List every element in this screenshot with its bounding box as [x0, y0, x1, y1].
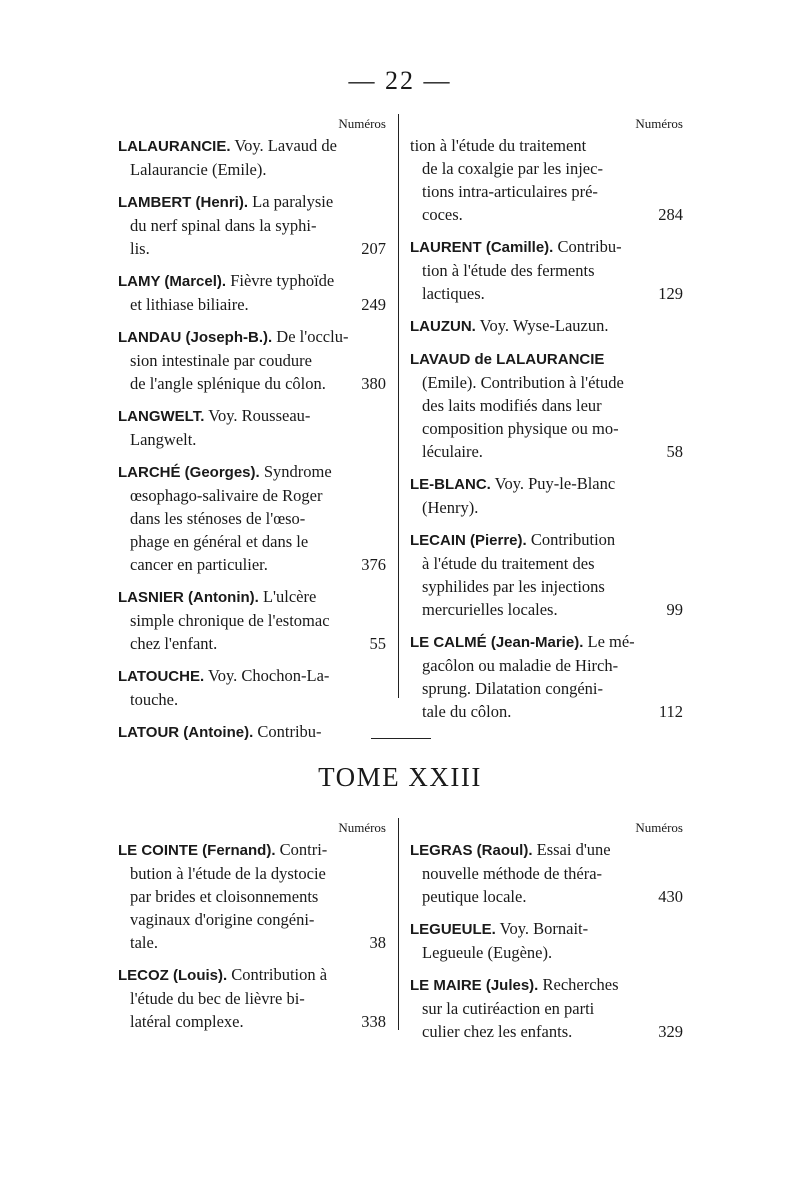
entry-line — [410, 180, 683, 203]
index-entry — [118, 325, 386, 395]
author-name: LEGUEULE. — [410, 921, 496, 938]
entry-line-text: (Henry). — [422, 498, 479, 517]
entry-line — [410, 203, 683, 226]
entry-text — [410, 474, 615, 493]
entry-text — [410, 237, 622, 256]
entry-line — [118, 237, 386, 260]
entry-text — [410, 975, 619, 994]
entry-line — [118, 720, 386, 744]
entry-line-text: sur la cutiréaction en parti — [422, 999, 595, 1018]
entry-line — [410, 917, 683, 941]
entry-text — [410, 919, 588, 938]
entry-line — [410, 347, 683, 371]
entry-line — [410, 838, 683, 862]
author-name: LE MAIRE (Jules). — [410, 977, 539, 994]
entry-text — [118, 587, 316, 606]
entry-line-text: sion intestinale par coudure — [130, 351, 312, 370]
entry-line — [118, 609, 386, 632]
entry-line-text: La paralysie — [248, 192, 334, 211]
entry-line-text: Contribution — [526, 530, 616, 549]
entry-text — [130, 532, 308, 551]
entry-line-text: de la coxalgie par les injec- — [422, 159, 603, 178]
entry-text — [130, 237, 150, 260]
entry-line — [410, 259, 683, 282]
entry-line-text: et lithiase biliaire. — [130, 295, 249, 314]
entry-line-text: tale du côlon. — [422, 702, 512, 721]
entry-number: 249 — [361, 295, 386, 314]
entry-text — [118, 722, 322, 741]
entry-line-text: par brides et cloisonnements — [130, 887, 319, 906]
entry-line-text: L'ulcère — [258, 587, 317, 606]
section-rule — [371, 738, 431, 739]
entry-line — [410, 157, 683, 180]
entry-line-text: tale. — [130, 933, 158, 952]
index-entry — [410, 472, 683, 519]
entry-text — [130, 486, 322, 505]
entry-text — [422, 554, 595, 573]
index-entry — [118, 664, 386, 711]
entry-line — [118, 688, 386, 711]
entry-line-text: syphilides par les injections — [422, 577, 605, 596]
author-name: LANGWELT. — [118, 408, 205, 425]
column-header: Numéros — [635, 820, 683, 835]
index-entry — [118, 838, 386, 954]
author-name: LARCHÉ (Georges). — [118, 464, 260, 481]
entry-line — [118, 838, 386, 862]
index-entry — [410, 917, 683, 964]
entry-line-text: gacôlon ou maladie de Hirch- — [422, 656, 619, 675]
entry-line-text: Fièvre typhoïde — [226, 271, 335, 290]
entry-line — [410, 235, 683, 259]
entry-text — [422, 498, 478, 517]
entry-line — [118, 664, 386, 688]
entry-line-text: phage en général et dans le — [130, 532, 309, 551]
author-name: LALAURANCIE. — [118, 138, 231, 155]
entry-text — [130, 216, 317, 235]
column-divider — [398, 114, 399, 698]
entry-line-text: lis. — [130, 239, 150, 258]
section-tome-xxiii — [118, 818, 683, 1041]
entry-text — [130, 293, 249, 316]
entry-line-text: chez l'enfant. — [130, 634, 218, 653]
entry-line-text: tion à l'étude du traitement — [410, 136, 587, 155]
entry-line — [118, 530, 386, 553]
author-name: LEGRAS (Raoul). — [410, 842, 533, 859]
entry-line-text: touche. — [130, 690, 179, 709]
entry-text — [130, 553, 268, 576]
entry-number: 99 — [666, 600, 683, 619]
entry-line — [410, 630, 683, 654]
entry-line-text: Contribu- — [253, 722, 322, 741]
entry-text — [130, 989, 305, 1008]
entry-line-text: Syndrome — [259, 462, 332, 481]
author-name: LAUZUN. — [410, 318, 476, 335]
entry-text — [410, 632, 635, 651]
entry-text — [422, 203, 463, 226]
entry-text — [130, 910, 314, 929]
entry-line — [410, 575, 683, 598]
author-name: LANDAU (Joseph-B.). — [118, 329, 273, 346]
entry-line — [410, 654, 683, 677]
index-entry — [118, 585, 386, 655]
entry-text — [118, 666, 329, 685]
entry-line-text: Legueule (Eugène). — [422, 943, 553, 962]
entry-line — [410, 941, 683, 964]
entry-line-text: à l'étude du traitement des — [422, 554, 595, 573]
left-column — [118, 114, 386, 753]
entry-line-text: vaginaux d'origine congéni- — [130, 910, 315, 929]
entry-text — [130, 351, 312, 370]
entry-line — [118, 460, 386, 484]
index-entry — [410, 838, 683, 908]
entry-text — [130, 887, 318, 906]
entry-text — [422, 282, 485, 305]
entry-line-text: latéral complexe. — [130, 1012, 244, 1031]
entry-text — [118, 327, 348, 346]
entry-text — [130, 1010, 244, 1033]
entry-text — [130, 632, 217, 655]
entry-line — [118, 1010, 386, 1033]
entry-line — [118, 158, 386, 181]
index-entry — [410, 235, 683, 305]
entry-text — [118, 406, 310, 425]
entry-text — [118, 840, 327, 859]
entry-line — [118, 404, 386, 428]
entry-line-text: tions intra-articulaires pré- — [422, 182, 598, 201]
entry-line-text: bution à l'étude de la dystocie — [130, 864, 326, 883]
column-header: Numéros — [635, 116, 683, 131]
entry-text — [422, 577, 605, 596]
entry-line-text: des laits modifiés dans leur — [422, 396, 602, 415]
entry-number: 38 — [369, 933, 386, 952]
entry-text — [118, 965, 327, 984]
entry-line — [118, 931, 386, 954]
entry-line-text: De l'occlu- — [272, 327, 349, 346]
entry-number: 376 — [361, 555, 386, 574]
column-divider — [398, 818, 399, 1030]
author-name: LAMBERT (Henri). — [118, 194, 248, 211]
author-name: LECAIN (Pierre). — [410, 532, 527, 549]
entry-text — [422, 679, 603, 698]
entry-text — [422, 1020, 572, 1043]
entry-line-text: culier chez les enfants. — [422, 1022, 573, 1041]
entry-number: 284 — [658, 205, 683, 224]
entry-text — [410, 530, 615, 549]
index-entry — [118, 720, 386, 744]
author-name: LASNIER (Antonin). — [118, 589, 259, 606]
entry-number: 112 — [658, 702, 683, 721]
entry-text — [130, 160, 267, 179]
entry-line — [410, 528, 683, 552]
author-name: LE-BLANC. — [410, 476, 491, 493]
entry-text — [422, 885, 526, 908]
index-entry — [118, 134, 386, 181]
entry-line — [410, 496, 683, 519]
entry-line — [118, 372, 386, 395]
entry-line — [118, 190, 386, 214]
entry-line-text: Le mé- — [583, 632, 635, 651]
entry-line-text: peutique locale. — [422, 887, 527, 906]
entry-text — [410, 136, 586, 155]
entry-line — [410, 314, 683, 338]
author-name: LATOUCHE. — [118, 668, 205, 685]
entry-line — [118, 214, 386, 237]
index-entry — [118, 404, 386, 451]
entry-line — [118, 484, 386, 507]
entry-text — [422, 943, 552, 962]
author-name: LE CALMÉ (Jean-Marie). — [410, 634, 584, 651]
entry-line — [118, 862, 386, 885]
entry-text — [422, 700, 511, 723]
entry-number: 329 — [658, 1022, 683, 1041]
entry-line — [410, 134, 683, 157]
entry-text — [130, 690, 178, 709]
entry-line — [118, 963, 386, 987]
entry-line-text: œsophago-salivaire de Roger — [130, 486, 323, 505]
entry-text — [410, 316, 609, 335]
entry-line-text: de l'angle splénique du côlon. — [130, 374, 326, 393]
entry-line-text: Voy. Rousseau- — [204, 406, 311, 425]
entry-line-text: l'étude du bec de lièvre bi- — [130, 989, 305, 1008]
author-name: LAVAUD de LALAURANCIE — [410, 351, 605, 368]
right-column — [410, 114, 683, 732]
entry-line — [118, 585, 386, 609]
entry-text — [130, 509, 305, 528]
entry-line-text: mercurielles locales. — [422, 600, 558, 619]
entry-line-text: cancer en particulier. — [130, 555, 268, 574]
entry-line — [410, 552, 683, 575]
entry-text — [422, 598, 558, 621]
entry-line — [118, 293, 386, 316]
entry-line — [410, 417, 683, 440]
entry-line-text: (Emile). Contribution à l'étude — [422, 373, 624, 392]
left-column — [118, 818, 386, 1042]
entry-line-text: Voy. Wyse-Lauzun. — [475, 316, 609, 335]
entry-line-text: tion à l'étude des ferments — [422, 261, 595, 280]
entry-number: 129 — [658, 284, 683, 303]
entry-text — [422, 159, 603, 178]
entry-number: 58 — [666, 442, 683, 461]
entry-line-text: Lalaurancie (Emile). — [130, 160, 267, 179]
entry-line — [410, 598, 683, 621]
entry-text — [130, 611, 330, 630]
entry-line — [118, 908, 386, 931]
entry-text — [118, 192, 333, 211]
right-column — [410, 818, 683, 1052]
entry-line — [410, 394, 683, 417]
entry-text — [118, 136, 337, 155]
index-entry — [118, 190, 386, 260]
entry-line — [410, 1020, 683, 1043]
entry-line-text: du nerf spinal dans la syphi- — [130, 216, 317, 235]
entry-line — [410, 885, 683, 908]
entry-line — [410, 700, 683, 723]
index-entry — [118, 269, 386, 316]
entry-line — [118, 885, 386, 908]
entry-text — [422, 182, 598, 201]
entry-text — [130, 372, 326, 395]
index-entry — [118, 963, 386, 1033]
entry-line — [410, 472, 683, 496]
entry-line-text: dans les sténoses de l'œso- — [130, 509, 306, 528]
entry-line-text: Voy. Lavaud de — [230, 136, 337, 155]
index-entry — [410, 630, 683, 723]
entry-text — [422, 656, 618, 675]
entry-text — [118, 462, 332, 481]
entry-text — [422, 396, 602, 415]
author-name: LAMY (Marcel). — [118, 273, 227, 290]
entry-number: 338 — [361, 1012, 386, 1031]
entry-line — [118, 553, 386, 576]
entry-line — [410, 862, 683, 885]
author-name: LATOUR (Antoine). — [118, 724, 254, 741]
page-number: — 22 — — [348, 66, 452, 95]
entry-line-text: sprung. Dilatation congéni- — [422, 679, 604, 698]
column-header: Numéros — [338, 820, 386, 835]
entry-line — [118, 428, 386, 451]
entry-line — [410, 282, 683, 305]
entry-text — [422, 261, 595, 280]
entry-text — [130, 430, 196, 449]
entry-line-text: Essai d'une — [532, 840, 611, 859]
entry-line-text: nouvelle méthode de théra- — [422, 864, 603, 883]
entry-line-text: Voy. Bornait- — [495, 919, 589, 938]
entry-line-text: lactiques. — [422, 284, 485, 303]
entry-line — [118, 325, 386, 349]
entry-number: 207 — [361, 239, 386, 258]
entry-text — [422, 440, 483, 463]
index-entry — [410, 347, 683, 463]
entry-line-text: Recherches — [538, 975, 619, 994]
entry-line — [118, 134, 386, 158]
entry-number: 380 — [361, 374, 386, 393]
entry-line-text: simple chronique de l'estomac — [130, 611, 330, 630]
author-name: LE COINTE (Fernand). — [118, 842, 276, 859]
entry-line — [118, 507, 386, 530]
entry-line-text: Contribu- — [553, 237, 622, 256]
entry-line — [118, 349, 386, 372]
entry-text — [422, 864, 602, 883]
entry-line-text: Voy. Chochon-La- — [204, 666, 330, 685]
entry-line — [410, 440, 683, 463]
entry-line — [118, 632, 386, 655]
entry-line-text: Langwelt. — [130, 430, 197, 449]
entry-line-text: Contribution à — [227, 965, 328, 984]
index-entry — [410, 134, 683, 226]
entry-line-text: Contri- — [275, 840, 328, 859]
index-entry — [410, 973, 683, 1043]
entry-text — [422, 373, 624, 392]
entry-text — [410, 349, 604, 368]
entry-text — [422, 419, 619, 438]
entry-line — [118, 987, 386, 1010]
column-header: Numéros — [338, 116, 386, 131]
author-name: LECOZ (Louis). — [118, 967, 228, 984]
index-entry — [410, 314, 683, 338]
index-entry — [118, 460, 386, 576]
index-entry — [410, 528, 683, 621]
entry-line — [410, 371, 683, 394]
entry-text — [130, 864, 326, 883]
entry-text — [422, 999, 594, 1018]
tome-title: TOME XXIII — [318, 762, 482, 792]
entry-line-text: composition physique ou mo- — [422, 419, 619, 438]
section-tome-xxii — [118, 114, 683, 741]
entry-number: 430 — [658, 887, 683, 906]
entry-text — [118, 271, 334, 290]
entry-line-text: coces. — [422, 205, 463, 224]
entry-line — [410, 973, 683, 997]
entry-line-text: léculaire. — [422, 442, 483, 461]
entry-line — [410, 997, 683, 1020]
entry-line-text: Voy. Puy-le-Blanc — [490, 474, 616, 493]
entry-line — [410, 677, 683, 700]
entry-number: 55 — [369, 634, 386, 653]
entry-text — [130, 931, 158, 954]
entry-line — [118, 269, 386, 293]
author-name: LAURENT (Camille). — [410, 239, 554, 256]
entry-text — [410, 840, 611, 859]
